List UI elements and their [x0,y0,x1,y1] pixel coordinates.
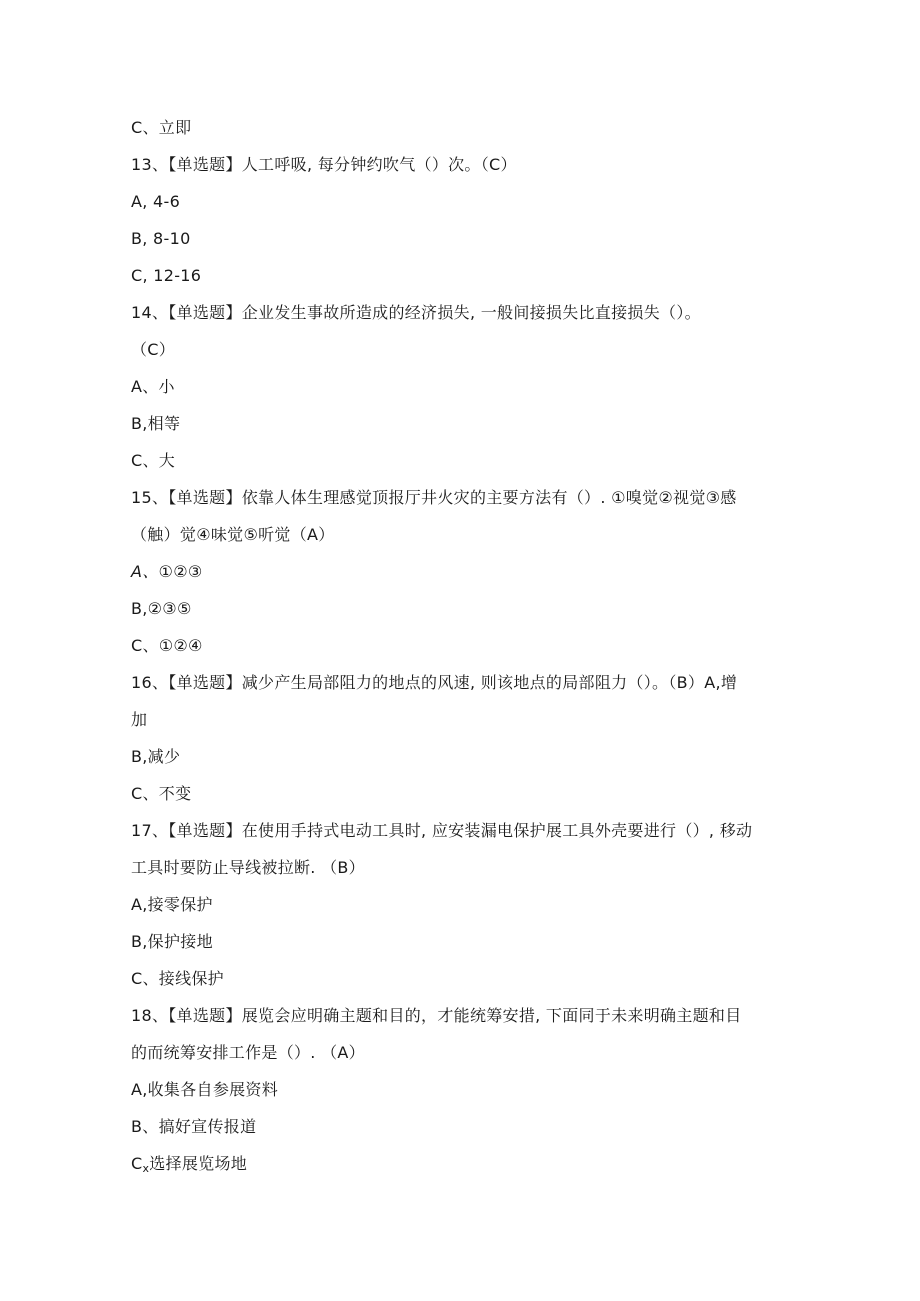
option-a-q18: A,收集各自参展资料 [131,1080,279,1099]
option-c-q13: C, 12-16 [131,266,202,285]
question-18-continued: 的而统筹安排工作是（）. （A） [131,1043,365,1062]
option-b-q18: B、搞好宣传报道 [131,1117,257,1136]
option-c-q17: C、接线保护 [131,969,224,988]
question-18: 18、【单选题】展览会应明确主题和目的，才能统筹安措, 下面同于未来明确主题和目 [131,1006,742,1025]
option-a-q15: A、①②③ [131,562,203,581]
question-14-answer: （C） [131,340,176,359]
option-a-q14: A、小 [131,377,175,396]
question-17-continued: 工具时要防止导线被拉断. （B） [131,858,365,877]
question-15-continued: （触）觉④味觉⑤听觉（A） [131,525,335,544]
question-13: 13、【单选题】人工呼吸, 每分钟约吹气（）次。（C） [131,155,517,174]
question-16-continued: 加 [131,710,148,729]
option-c-q15: C、①②④ [131,636,203,655]
option-letter: C [131,1154,143,1173]
option-c-q16: C、不变 [131,784,192,803]
option-c-q12: C、立即 [131,118,192,137]
option-text: 选择展览场地 [149,1154,248,1173]
subscript-mark: x [142,1162,150,1175]
option-c-q14: C、大 [131,451,176,470]
option-b-q17: B,保护接地 [131,932,213,951]
question-16: 16、【单选题】减少产生局部阻力的地点的风速, 则该地点的局部阻力（）。（B）A,增 [131,673,738,692]
question-14: 14、【单选题】企业发生事故所造成的经济损失, 一般间接损失比直接损失（）。 [131,303,701,322]
question-17: 17、【单选题】在使用手持式电动工具时, 应安装漏电保护展工具外壳要进行（）, 移动 [131,821,753,840]
option-b-q14: B,相等 [131,414,181,433]
option-c-q18 [131,1154,247,1179]
option-b-q15: B,②③⑤ [131,599,192,618]
question-15: 15、【单选题】依靠人体生理感觉顶报厅井火灾的主要方法有（）. ①嗅觉②视觉③感 [131,488,737,507]
option-a-q13: A, 4-6 [131,192,181,211]
option-b-q16: B,减少 [131,747,181,766]
option-a-q17: A,接零保护 [131,895,213,914]
option-b-q13: B, 8-10 [131,229,191,248]
